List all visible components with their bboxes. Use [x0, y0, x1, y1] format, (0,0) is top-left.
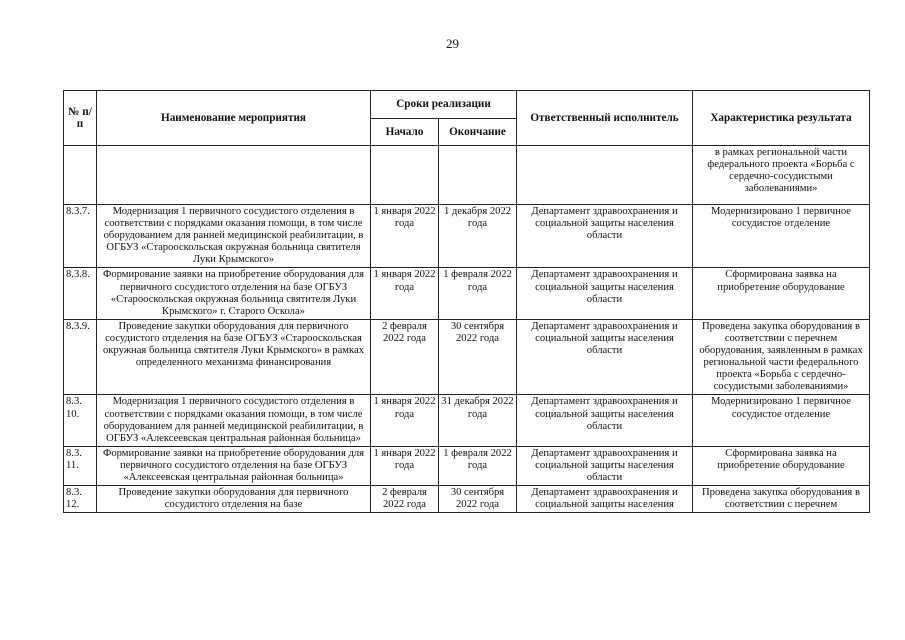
row-measure: Формирование заявки на приобретение оборудования для первичного сосудистого отделения на базе ОГБУЗ «Алексеевская центральная районная больница»: [97, 446, 371, 485]
header-start: Начало: [371, 119, 439, 146]
row-number: 8.3. 10.: [64, 395, 97, 446]
row-executor: Департамент здравоохранения и социальной защиты населения области: [517, 446, 693, 485]
row-end: 1 февраля 2022 года: [439, 268, 517, 319]
row-result: Проведена закупка оборудования в соответствии с перечнем: [693, 486, 870, 513]
header-end: Окончание: [439, 119, 517, 146]
row-result: в рамках региональной части федерального проекта «Борьба с сердечно-сосудистыми заболеваниями»: [693, 146, 870, 205]
table-row: [64, 446, 870, 485]
row-start: 2 февраля 2022 года: [371, 486, 439, 513]
row-executor: [517, 146, 693, 205]
table-row: [64, 395, 870, 446]
measures-table: [63, 90, 870, 513]
row-end: 30 сентября 2022 года: [439, 319, 517, 395]
row-start: 1 января 2022 года: [371, 268, 439, 319]
row-end: 1 февраля 2022 года: [439, 446, 517, 485]
header-name: Наименование мероприятия: [97, 91, 371, 146]
row-measure: Проведение закупки оборудования для первичного сосудистого отделения на базе ОГБУЗ «Старооскольская окружная больница святителя Луки Крымского» в рамках определенного механизма финансирования: [97, 319, 371, 395]
table-row: [64, 146, 870, 205]
table-row: [64, 486, 870, 513]
header-period: Сроки реализации: [371, 91, 517, 119]
row-measure: Формирование заявки на приобретение оборудования для первичного сосудистого отделения на базе ОГБУЗ «Старооскольская окружная больница святителя Луки Крымского» г. Старого Оскола»: [97, 268, 371, 319]
row-measure: Модернизация 1 первичного сосудистого отделения в соответствии с порядками оказания помощи, в том числе оборудованием для ранней медицинской реабилитации, в ОГБУЗ «Старооскольская окружная больница святителя Луки Крымского»: [97, 205, 371, 268]
header-executor: Ответственный исполнитель: [517, 91, 693, 146]
row-measure: [97, 146, 371, 205]
table-row: [64, 205, 870, 268]
row-executor: Департамент здравоохранения и социальной защиты населения области: [517, 395, 693, 446]
table-row: [64, 319, 870, 395]
row-start: 1 января 2022 года: [371, 205, 439, 268]
row-result: Сформирована заявка на приобретение оборудование: [693, 446, 870, 485]
row-end: 1 декабря 2022 года: [439, 205, 517, 268]
row-number: 8.3. 11.: [64, 446, 97, 485]
row-number: 8.3.9.: [64, 319, 97, 395]
row-number: [64, 146, 97, 205]
row-end: [439, 146, 517, 205]
row-start: 1 января 2022 года: [371, 446, 439, 485]
page-number: 29: [446, 36, 459, 51]
row-end: 31 декабря 2022 года: [439, 395, 517, 446]
row-executor: Департамент здравоохранения и социальной защиты населения области: [517, 205, 693, 268]
row-start: 2 февраля 2022 года: [371, 319, 439, 395]
row-result: Проведена закупка оборудования в соответствии с перечнем оборудования, заявленным в рамках региональной части федерального проекта «Борьба с сердечно-сосудистыми заболеваниями»: [693, 319, 870, 395]
row-result: Модернизировано 1 первичное сосудистое отделение: [693, 205, 870, 268]
header-result: Характеристика результата: [693, 91, 870, 146]
row-executor: Департамент здравоохранения и социальной защиты населения: [517, 486, 693, 513]
row-measure: Модернизация 1 первичного сосудистого отделения в соответствии с порядками оказания помощи, в том числе оборудованием для ранней медицинской реабилитации, в ОГБУЗ «Алексеевская центральная районная больница»: [97, 395, 371, 446]
table-row: [64, 268, 870, 319]
row-result: Сформирована заявка на приобретение оборудование: [693, 268, 870, 319]
row-measure: Проведение закупки оборудования для первичного сосудистого отделения на базе: [97, 486, 371, 513]
row-end: 30 сентября 2022 года: [439, 486, 517, 513]
row-number: 8.3. 12.: [64, 486, 97, 513]
row-number: 8.3.7.: [64, 205, 97, 268]
row-start: 1 января 2022 года: [371, 395, 439, 446]
header-num: № п/п: [64, 91, 97, 146]
row-executor: Департамент здравоохранения и социальной защиты населения области: [517, 319, 693, 395]
row-start: [371, 146, 439, 205]
row-executor: Департамент здравоохранения и социальной защиты населения области: [517, 268, 693, 319]
row-number: 8.3.8.: [64, 268, 97, 319]
row-result: Модернизировано 1 первичное сосудистое отделение: [693, 395, 870, 446]
